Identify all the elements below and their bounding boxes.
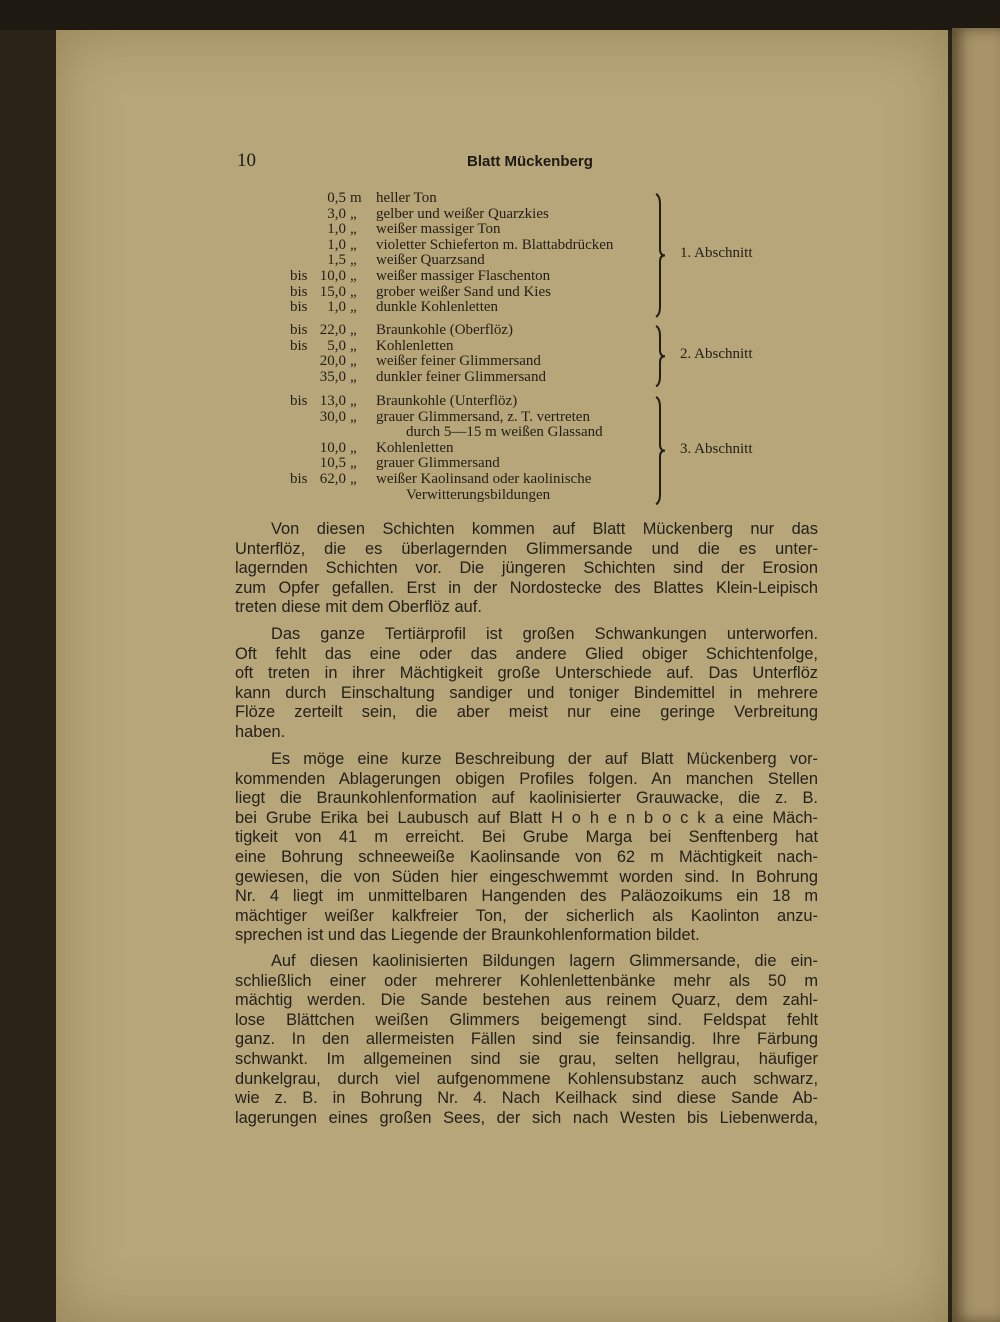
- paragraph-line: lagerungen eines großen Sees, der sich nach Westen bis Liebenwerda,: [235, 1108, 818, 1127]
- paragraph-line: Nr. 4 liegt im unmittelbaren Hangenden des Paläozoikums ein 18 m: [235, 887, 818, 906]
- row-thickness: 13,0: [319, 393, 346, 409]
- row-qualifier: bis: [290, 337, 308, 354]
- row-description: Braunkohle (Oberflöz): [376, 322, 514, 338]
- row-thickness: 10,0: [319, 439, 346, 456]
- paragraph-line: Auf diesen kaolinisierten Bildungen lagern Glimmersande, die ein-: [271, 952, 818, 970]
- row-description: grober weißer Sand und Kies: [376, 283, 551, 300]
- brace: [656, 326, 665, 386]
- row-description: gelber und weißer Quarzkies: [376, 205, 549, 222]
- row-qualifier: bis: [290, 322, 308, 338]
- row-description-continuation: Verwitterungsbildungen: [406, 486, 551, 503]
- row-thickness: 0,5: [327, 190, 346, 206]
- row-unit: „: [350, 283, 357, 300]
- row-unit: „: [350, 439, 357, 456]
- row-unit: „: [350, 353, 357, 370]
- paragraph-line: zum Opfer gefallen. Erst in der Nordostecke des Blattes Klein-Leipisch: [235, 578, 818, 597]
- paragraph-line: bei Grube Erika bei Laubusch auf Blatt H o h e n b o c k a eine Mäch-: [235, 808, 818, 827]
- row-description: weißer Quarzsand: [376, 252, 485, 269]
- row-qualifier: bis: [290, 393, 308, 409]
- running-title: Blatt Mückenberg: [467, 153, 593, 170]
- paragraph-line: Flöze zerteilt sein, die aber meist nur eine geringe Verbreitung: [235, 703, 818, 722]
- row-unit: „: [350, 393, 357, 409]
- paragraph-line: haben.: [235, 723, 286, 741]
- paragraph-line: kommenden Ablagerungen obigen Profiles folgen. An manchen Stellen: [235, 769, 818, 788]
- row-thickness: 1,0: [327, 221, 346, 238]
- row-description: dunkler feiner Glimmersand: [376, 368, 546, 385]
- row-description: weißer massiger Ton: [376, 221, 501, 238]
- paragraph-line: lagernden Schichten vor. Die jüngeren Schichten sind der Erosion: [235, 559, 818, 578]
- paragraph-line: Es möge eine kurze Beschreibung der auf Blatt Mückenberg vor-: [271, 750, 818, 768]
- row-unit: „: [350, 322, 357, 338]
- paragraph-line: oft treten in ihrer Mächtigkeit große Unterschiede auf. Das Unterflöz: [235, 664, 818, 683]
- row-thickness: 62,0: [319, 471, 346, 487]
- paragraph-line: kann durch Einschaltung sandiger und toniger Bindemittel in mehrere: [235, 683, 818, 702]
- row-description: heller Ton: [376, 190, 437, 206]
- row-thickness: 3,0: [327, 205, 346, 222]
- row-unit: „: [350, 205, 357, 222]
- row-unit: „: [350, 471, 357, 487]
- paragraph-line: treten diese mit dem Oberflöz auf.: [235, 598, 482, 617]
- row-unit: „: [350, 408, 357, 425]
- paragraph-line: Von diesen Schichten kommen auf Blatt Mückenberg nur das: [271, 520, 818, 538]
- row-description: weißer massiger Flaschenton: [376, 268, 551, 284]
- row-unit: „: [350, 252, 357, 269]
- row-thickness: 30,0: [319, 408, 346, 425]
- row-unit: m: [350, 190, 362, 206]
- brace: [656, 194, 665, 317]
- row-qualifier: bis: [290, 471, 308, 487]
- row-thickness: 10,0: [319, 268, 346, 284]
- row-thickness: 1,5: [327, 252, 346, 269]
- row-description: violetter Schieferton m. Blattabdrücken: [376, 236, 614, 253]
- paragraph-line: liegt die Braunkohlenformation auf kaolinisierter Grauwacke, die z. B.: [235, 789, 818, 808]
- row-thickness: 1,0: [327, 236, 346, 253]
- row-unit: „: [350, 221, 357, 238]
- row-thickness: 15,0: [319, 283, 346, 300]
- row-description: Kohlenletten: [376, 439, 454, 456]
- row-qualifier: bis: [290, 268, 308, 284]
- paragraph-line: schließlich einer oder mehrerer Kohlenlettenbänke mehr als 50 m: [235, 971, 818, 990]
- paragraph-line: mächtig werden. Die Sande bestehen aus reinem Quarz, dem zahl-: [235, 991, 818, 1010]
- brace: [656, 397, 665, 504]
- row-description: Braunkohle (Unterflöz): [376, 393, 518, 409]
- section-label: 3. Abschnitt: [680, 440, 753, 457]
- paragraph-line: dunkelgrau, durch viel aufgenommene Kohlensubstanz auch schwarz,: [235, 1069, 818, 1088]
- row-unit: „: [350, 236, 357, 253]
- section-label: 2. Abschnitt: [680, 346, 753, 363]
- paragraph-line: tigkeit von 41 m erreicht. Bei Grube Marga bei Senftenberg hat: [235, 828, 818, 847]
- row-thickness: 22,0: [319, 322, 346, 338]
- row-qualifier: bis: [290, 299, 308, 316]
- row-description-continuation: durch 5—15 m weißen Glassand: [406, 424, 603, 441]
- paragraph-line: Oft fehlt das eine oder das andere Glied obiger Schichtenfolge,: [235, 644, 818, 663]
- row-unit: „: [350, 455, 357, 472]
- row-description: grauer Glimmersand, z. T. vertreten: [376, 408, 590, 425]
- paragraph-line: schwankt. Im allgemeinen sind sie grau, selten hellgrau, häufiger: [235, 1050, 818, 1068]
- row-unit: „: [350, 299, 357, 316]
- row-thickness: 10,5: [319, 455, 346, 472]
- row-description: grauer Glimmersand: [376, 455, 500, 472]
- row-thickness: 5,0: [327, 337, 346, 354]
- row-qualifier: bis: [290, 283, 308, 300]
- page-number: 10: [237, 150, 256, 171]
- row-description: weißer Kaolinsand oder kaolinische: [376, 471, 592, 487]
- paragraph-line: Das ganze Tertiärprofil ist großen Schwankungen unterworfen.: [271, 625, 818, 643]
- row-unit: „: [350, 337, 357, 354]
- paragraph-line: Unterflöz, die es überlagernden Glimmersande und die es unter-: [235, 539, 818, 558]
- paragraph-line: eine Bohrung schneeweiße Kaolinsande von 62 m Mächtigkeit nach-: [235, 848, 818, 866]
- paragraph-line: ganz. In den allermeisten Fällen sind sie feinsandig. Ihre Färbung: [235, 1030, 818, 1049]
- row-description: Kohlenletten: [376, 337, 454, 354]
- row-description: dunkle Kohlenletten: [376, 299, 499, 316]
- paragraph-line: gewiesen, die von Süden hier eingeschwemmt worden sind. In Bohrung: [235, 867, 818, 886]
- paragraph-line: wie z. B. in Bohrung Nr. 4. Nach Keilhack sind diese Sande Ab-: [235, 1089, 818, 1108]
- row-description: weißer feiner Glimmersand: [376, 353, 541, 370]
- row-thickness: 20,0: [319, 353, 346, 370]
- row-thickness: 1,0: [327, 299, 346, 316]
- row-thickness: 35,0: [319, 368, 346, 385]
- paragraph-line: mächtiger weißer kalkfreier Ton, der sicherlich als Kaolinton anzu-: [235, 906, 818, 925]
- row-unit: „: [350, 268, 357, 284]
- section-label: 1. Abschnitt: [680, 245, 753, 262]
- row-unit: „: [350, 368, 357, 385]
- paragraph-line: sprechen ist und das Liegende der Braunkohlenformation bildet.: [235, 926, 700, 945]
- paragraph-line: lose Blättchen weißen Glimmers beigemengt sind. Feldspat fehlt: [235, 1010, 818, 1029]
